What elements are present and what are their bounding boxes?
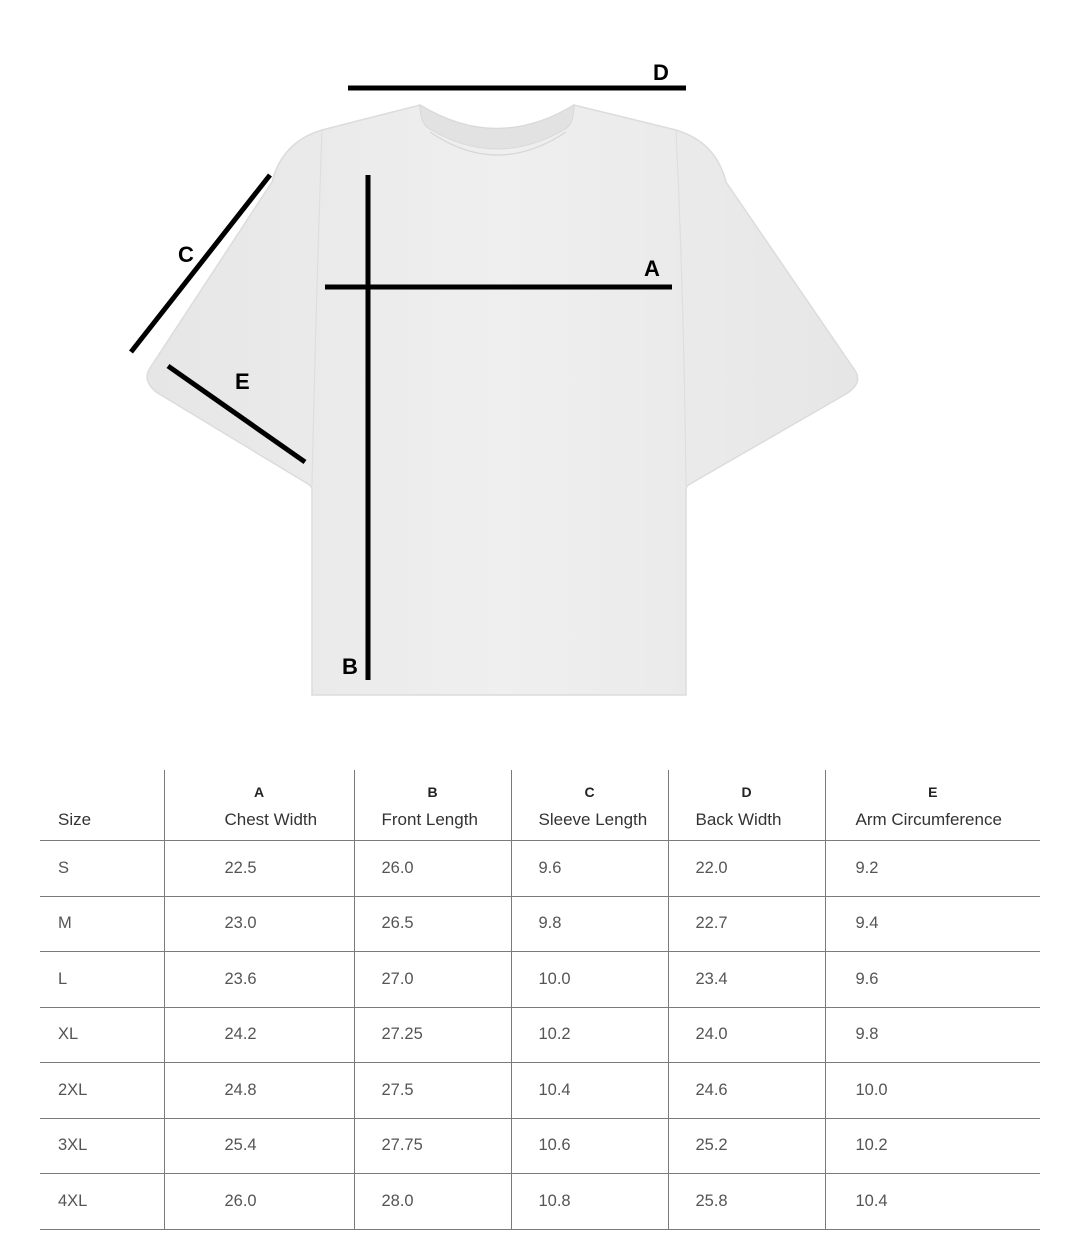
cell-size: 2XL: [40, 1063, 164, 1119]
label-b: B: [342, 654, 358, 679]
cell-back-width: 25.2: [668, 1118, 825, 1174]
cell-arm-circumference: 9.4: [825, 896, 1040, 952]
cell-chest-width: 23.0: [164, 896, 354, 952]
cell-size: L: [40, 952, 164, 1008]
cell-front-length: 27.0: [354, 952, 511, 1008]
cell-sleeve-length: 10.8: [511, 1174, 668, 1230]
letter-cell-d: D: [668, 770, 825, 800]
cell-front-length: 26.0: [354, 841, 511, 897]
cell-chest-width: 24.8: [164, 1063, 354, 1119]
table-row: [40, 1063, 1040, 1119]
measurement-letter-row: [40, 770, 1040, 800]
letter-cell-e: E: [825, 770, 1040, 800]
header-chest-width: Chest Width: [164, 800, 354, 841]
cell-sleeve-length: 9.8: [511, 896, 668, 952]
cell-size: 3XL: [40, 1118, 164, 1174]
cell-front-length: 27.75: [354, 1118, 511, 1174]
cell-chest-width: 24.2: [164, 1007, 354, 1063]
table-row: [40, 1174, 1040, 1230]
cell-size: M: [40, 896, 164, 952]
table-row: [40, 896, 1040, 952]
cell-chest-width: 25.4: [164, 1118, 354, 1174]
label-e: E: [235, 369, 250, 394]
cell-sleeve-length: 10.0: [511, 952, 668, 1008]
header-size: Size: [40, 800, 164, 841]
cell-sleeve-length: 10.6: [511, 1118, 668, 1174]
cell-back-width: 22.7: [668, 896, 825, 952]
cell-arm-circumference: 9.6: [825, 952, 1040, 1008]
cell-arm-circumference: 10.0: [825, 1063, 1040, 1119]
label-a: A: [644, 256, 660, 281]
cell-front-length: 27.5: [354, 1063, 511, 1119]
table-row: [40, 952, 1040, 1008]
letter-cell-b: B: [354, 770, 511, 800]
cell-back-width: 24.0: [668, 1007, 825, 1063]
table-row: [40, 841, 1040, 897]
cell-back-width: 23.4: [668, 952, 825, 1008]
label-d: D: [653, 60, 669, 85]
cell-size: S: [40, 841, 164, 897]
column-header-row: [40, 800, 1040, 841]
cell-chest-width: 22.5: [164, 841, 354, 897]
label-c: C: [178, 242, 194, 267]
cell-arm-circumference: 9.2: [825, 841, 1040, 897]
cell-back-width: 22.0: [668, 841, 825, 897]
table-row: [40, 1118, 1040, 1174]
header-arm-circumference: Arm Circumference: [825, 800, 1040, 841]
cell-arm-circumference: 10.2: [825, 1118, 1040, 1174]
cell-back-width: 24.6: [668, 1063, 825, 1119]
cell-sleeve-length: 10.4: [511, 1063, 668, 1119]
cell-sleeve-length: 10.2: [511, 1007, 668, 1063]
cell-chest-width: 23.6: [164, 952, 354, 1008]
cell-size: 4XL: [40, 1174, 164, 1230]
cell-front-length: 26.5: [354, 896, 511, 952]
cell-size: XL: [40, 1007, 164, 1063]
header-front-length: Front Length: [354, 800, 511, 841]
cell-arm-circumference: 9.8: [825, 1007, 1040, 1063]
letter-cell-c: C: [511, 770, 668, 800]
cell-chest-width: 26.0: [164, 1174, 354, 1230]
cell-back-width: 25.8: [668, 1174, 825, 1230]
header-back-width: Back Width: [668, 800, 825, 841]
cell-front-length: 28.0: [354, 1174, 511, 1230]
cell-front-length: 27.25: [354, 1007, 511, 1063]
size-chart-table: [40, 770, 1040, 1230]
letter-cell: [40, 770, 164, 800]
cell-sleeve-length: 9.6: [511, 841, 668, 897]
table-row: [40, 1007, 1040, 1063]
cell-arm-circumference: 10.4: [825, 1174, 1040, 1230]
header-sleeve-length: Sleeve Length: [511, 800, 668, 841]
letter-cell-a: A: [164, 770, 354, 800]
